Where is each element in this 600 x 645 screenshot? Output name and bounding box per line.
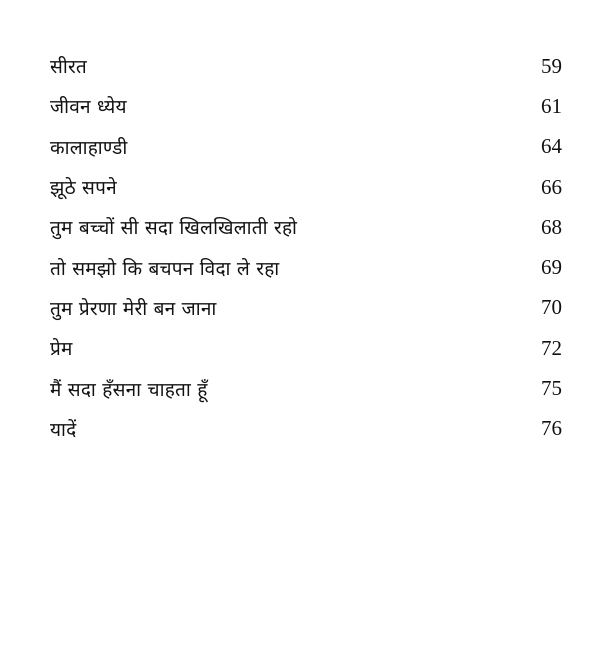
toc-entry-page-number: 68 bbox=[541, 214, 562, 239]
toc-entry bbox=[50, 167, 562, 207]
toc-entry bbox=[50, 368, 562, 408]
toc-entry-page-number: 72 bbox=[541, 335, 562, 360]
toc-entry bbox=[50, 86, 562, 126]
toc-entry-page-number: 69 bbox=[541, 255, 562, 280]
toc-entry bbox=[50, 46, 562, 86]
toc-entry-page-number: 64 bbox=[541, 134, 562, 159]
toc-entry bbox=[50, 328, 562, 368]
toc-entry-title: मैं सदा हँसना चाहता हूँ bbox=[50, 378, 208, 401]
toc-entry-title: तो समझो कि बचपन विदा ले रहा bbox=[50, 257, 280, 280]
toc-entry-page-number: 61 bbox=[541, 93, 562, 118]
toc-entry-title: प्रेम bbox=[50, 338, 73, 361]
toc-entry-title: सीरत bbox=[50, 56, 87, 79]
toc-entry bbox=[50, 127, 562, 167]
toc-entry-page-number: 59 bbox=[541, 53, 562, 78]
toc-entry bbox=[50, 409, 562, 449]
toc-entry-title: जीवन ध्येय bbox=[50, 96, 127, 119]
toc-entry-page-number: 70 bbox=[541, 295, 562, 320]
toc-entry-page-number: 76 bbox=[541, 416, 562, 441]
toc-entry-page-number: 75 bbox=[541, 376, 562, 401]
toc-entry-title: तुम प्रेरणा मेरी बन जाना bbox=[50, 297, 217, 320]
toc-entry-title: कालाहाण्डी bbox=[50, 136, 128, 159]
toc-entry bbox=[50, 288, 562, 328]
toc-entry-title: यादें bbox=[50, 418, 77, 441]
toc-entry-page-number: 66 bbox=[541, 174, 562, 199]
toc-entry-title: तुम बच्चों सी सदा खिलखिलाती रहो bbox=[50, 217, 298, 240]
table-of-contents bbox=[50, 46, 562, 449]
toc-entry-title: झूठे सपने bbox=[50, 177, 117, 200]
toc-entry bbox=[50, 207, 562, 247]
toc-entry bbox=[50, 247, 562, 287]
